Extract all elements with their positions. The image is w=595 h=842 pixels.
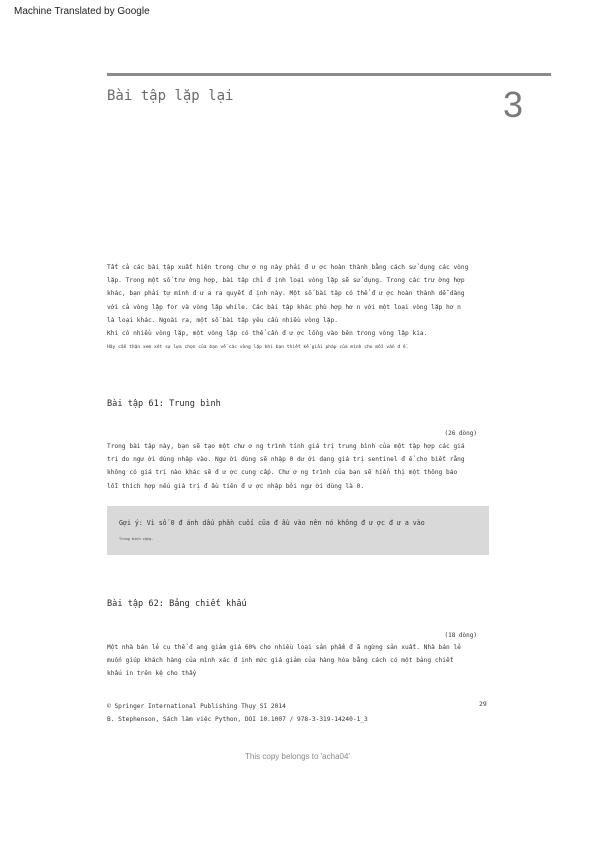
hint-continuation: Trung bình cộng. — [119, 537, 154, 541]
intro-line: lặp. Trong một số trư ờng hợp, bài tập chỉ đ ịnh loại vòng lặp sẽ sử dụng. Trong các trư ờng hợp — [107, 277, 465, 285]
page-number: 29 — [479, 700, 487, 708]
exercise-61-line-count: (26 dòng) — [444, 430, 477, 437]
copyright-line: © Springer International Publishing Thụy Sĩ 2014 — [107, 703, 286, 710]
exercise-62-body — [107, 641, 461, 681]
chapter-rule — [107, 73, 551, 76]
hint-box — [107, 506, 489, 555]
exercise-61-title: Bài tập 61: Trung bình — [107, 399, 221, 409]
hint-text: Gợi ý: Vì số 0 đ ánh dấu phần cuối của đ ầu vào nên nó không đ ư ợc đ ư a vào — [119, 519, 425, 527]
exercise-61-line: Trong bài tập này, bạn sẽ tạo một chư ơ ng trình tính giá trị trung bình của một tập hợp các giá — [107, 443, 465, 450]
chapter-title: Bài tập lặp lại — [107, 88, 234, 104]
intro-line: khác, bạn phải tự mình đ ư a ra quyết đ ịnh này. Một số bài tập có thể đ ư ợc hoàn thành dễ dàng — [107, 290, 465, 298]
exercise-62-line: khấu in trên kệ cho thấy — [107, 670, 197, 678]
exercise-61-line: không có giá trị nào khác sẽ đ ư ợc cung cấp. Chư ơ ng trình của bạn sẽ hiển thị một thông báo — [107, 469, 458, 477]
intro-closing-line: Hãy cẩn thận xem xét sự lựa chọn của bạn về các vòng lặp khi bạn thiết kế giải pháp của mình cho mỗi vấn đ ề. — [107, 345, 409, 350]
exercise-61-line: trị do ngư ời dùng nhập vào. Ngư ời dùng sẽ nhập 0 dư ới dạng giá trị sentinel đ ể cho biết rằng — [107, 456, 465, 464]
intro-paragraph — [107, 261, 468, 340]
exercise-62-line: muốn giúp khách hàng của mình xác đ ịnh mức giá giảm của hàng hóa bằng cách có một bảng chiết — [107, 657, 454, 665]
chapter-number: 3 — [503, 84, 524, 125]
copyright-footer — [107, 700, 368, 726]
translation-banner: Machine Translated by Google — [14, 6, 150, 17]
intro-line: là loại khác. Ngoài ra, một số bài tập yêu cầu nhiều vòng lặp. — [107, 316, 338, 324]
ownership-watermark: This copy belongs to 'acha04' — [245, 752, 350, 761]
exercise-62-title: Bài tập 62: Bảng chiết khấu — [107, 599, 247, 609]
intro-line: với cả vòng lặp for và vòng lặp while. Các bài tập khác phù hợp hơ n với một loại vòng lặp hơ n — [107, 303, 461, 311]
exercise-62-line-count: (18 dòng) — [444, 632, 477, 639]
exercise-61-body — [107, 440, 465, 493]
intro-line: Tất cả các bài tập xuất hiện trong chư ơ ng này phải đ ư ợc hoàn thành bằng cách sử dụng các vòng — [107, 264, 469, 271]
exercise-62-line: Một nhà bán lẻ cụ thể đ ang giảm giá 60% cho nhiều loại sản phẩm đ ã ngừng sản xuất. Nhà bán lẻ — [107, 644, 461, 651]
exercise-61-line: lỗi thích hợp nếu giá trị đ ầu tiên đ ư ợc nhập bởi ngư ời dùng là 0. — [107, 482, 365, 490]
citation-line: B. Stephenson, Sách làm việc Python, DOI 10.1007 / 978-3-319-14240-1_3 — [107, 716, 368, 724]
intro-line: Khi có nhiều vòng lặp, một vòng lặp có thể cần đ ư ợc lồng vào bên trong vòng lặp kia. — [107, 330, 428, 338]
